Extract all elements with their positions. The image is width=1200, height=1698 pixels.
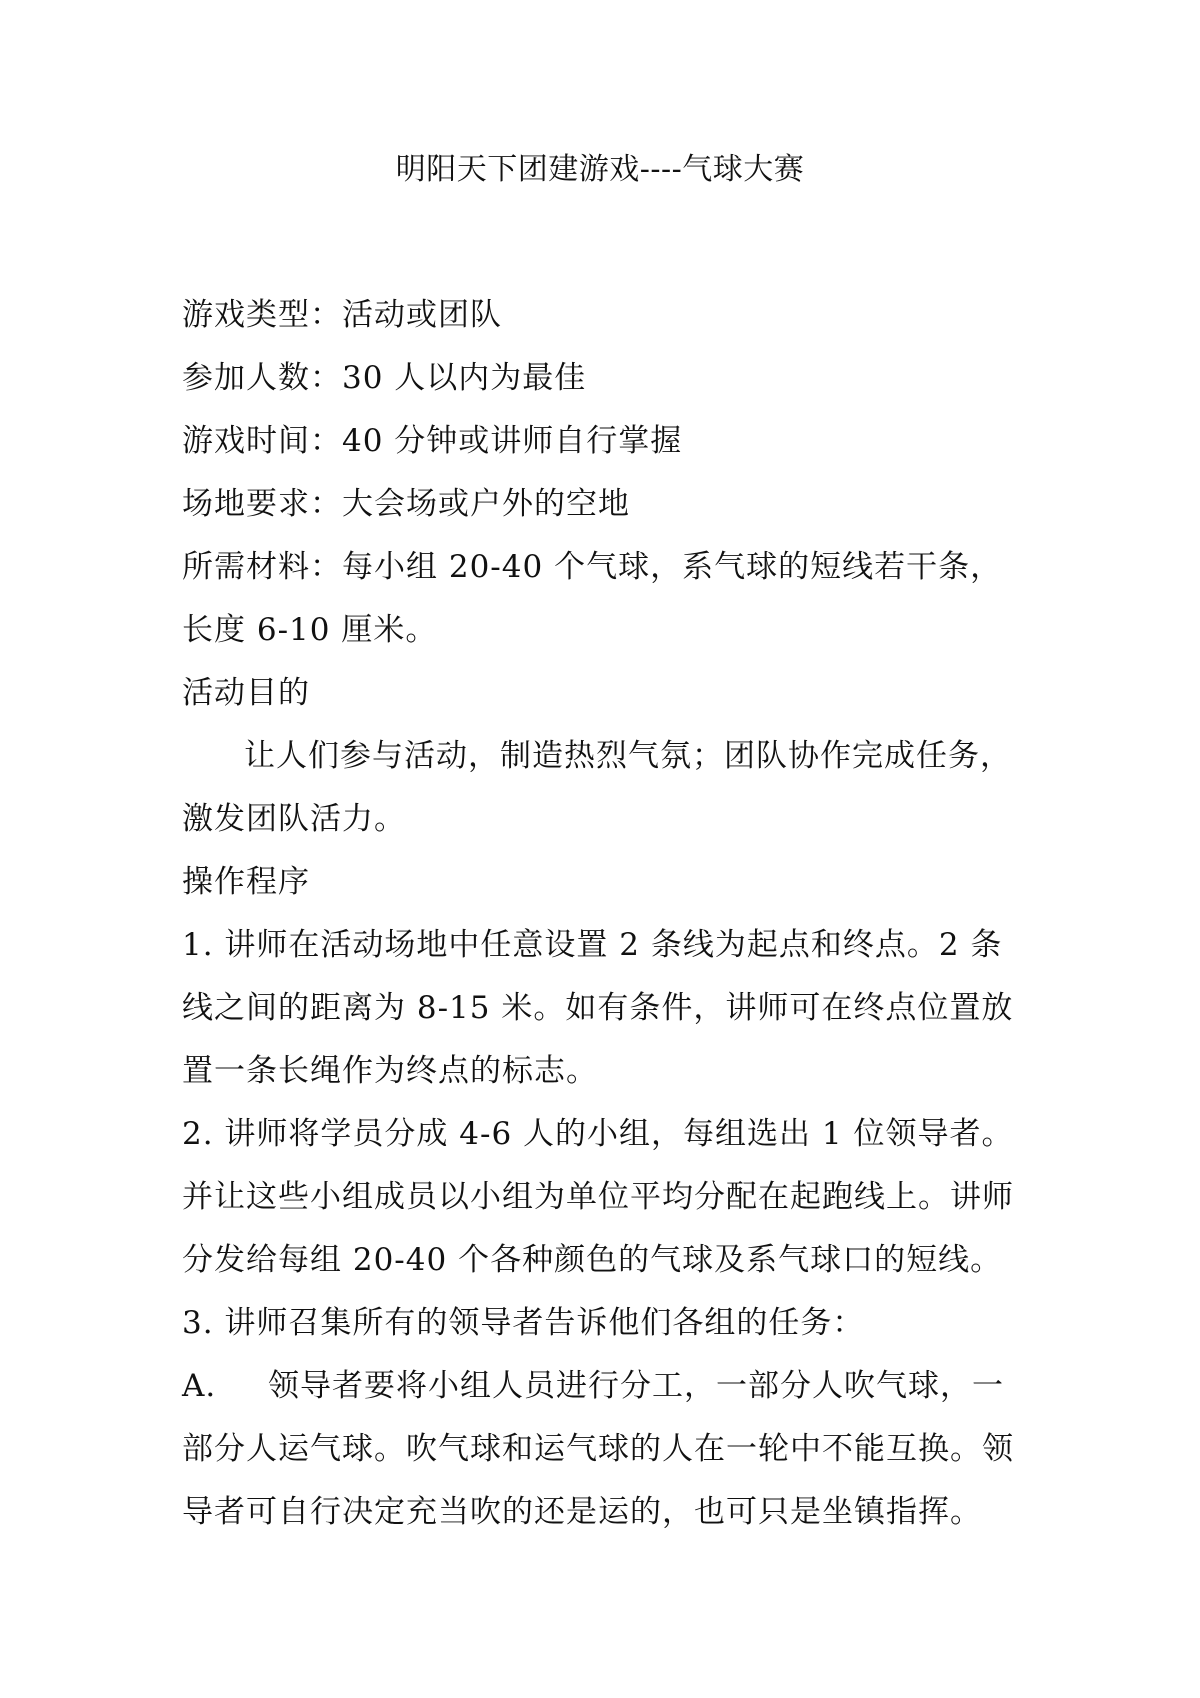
purpose-heading: 活动目的 [182, 675, 310, 711]
document-body [182, 284, 1018, 1544]
info-participants: 参加人数：30 人以内为最佳 [182, 360, 587, 396]
info-materials: 所需材料：每小组 20-40 个气球，系气球的短线若干条，长度 6-10 厘米。 [182, 549, 1003, 648]
info-duration: 游戏时间：40 分钟或讲师自行掌握 [182, 423, 683, 459]
info-game-type: 游戏类型：活动或团队 [182, 297, 502, 333]
procedure-heading: 操作程序 [182, 864, 310, 900]
info-venue: 场地要求：大会场或户外的空地 [182, 486, 630, 522]
procedure-step-1: 1. 讲师在活动场地中任意设置 2 条线为起点和终点。2 条线之间的距离为 8-15 米。如有条件，讲师可在终点位置放置一条长绳作为终点的标志。 [182, 927, 1014, 1089]
procedure-item-a [182, 1355, 1018, 1544]
item-a-label: A. [182, 1368, 217, 1404]
document-title: 明阳天下团建游戏----气球大赛 [395, 152, 805, 187]
item-a-text: 领导者要将小组人员进行分工，一部分人吹气球，一部分人运气球。吹气球和运气球的人在一轮中不能互换。领导者可自行决定充当吹的还是运的，也可只是坐镇指挥。 [182, 1368, 1014, 1530]
procedure-step-2: 2. 讲师将学员分成 4-6 人的小组，每组选出 1 位领导者。并让这些小组成员以小组为单位平均分配在起跑线上。讲师分发给每组 20-40 个各种颜色的气球及系气球口的短线。 [182, 1116, 1014, 1278]
purpose-text: 让人们参与活动，制造热烈气氛；团队协作完成任务，激发团队活力。 [182, 738, 1012, 837]
procedure-step-3: 3. 讲师召集所有的领导者告诉他们各组的任务： [182, 1305, 865, 1341]
